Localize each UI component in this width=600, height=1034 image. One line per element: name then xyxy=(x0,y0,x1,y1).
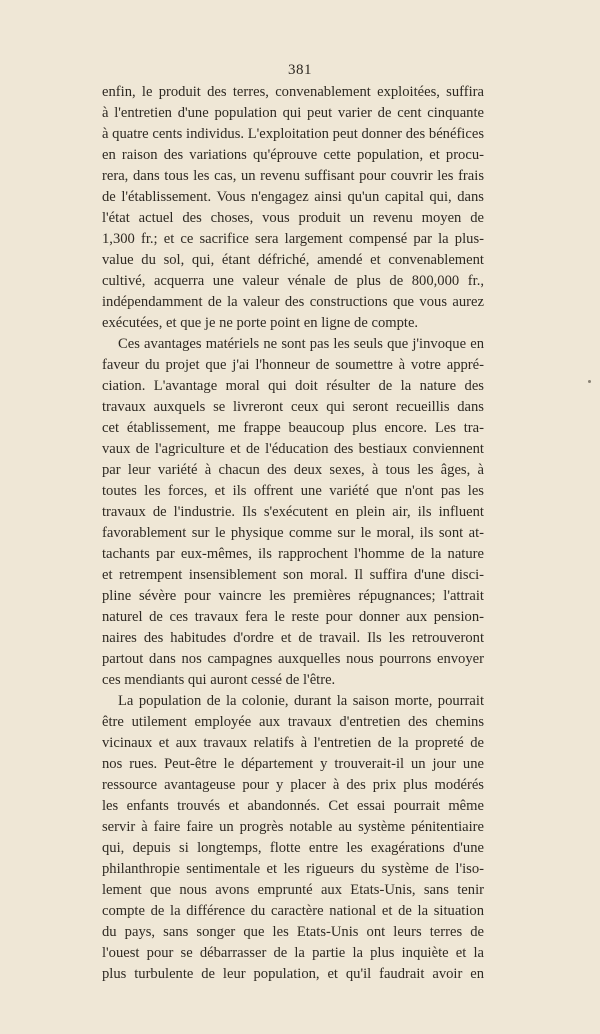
text-line: cultivé, acquerra une valeur vénale de plus de 800,000 fr., xyxy=(102,273,484,289)
text-line: ressource avantageuse pour y placer à des prix plus modérés xyxy=(102,777,484,793)
paragraph-2 xyxy=(102,334,484,691)
text-line: value du sol, qui, étant défriché, amendé et convenablement xyxy=(102,252,484,268)
text-line: indépendamment de la valeur des constructions que vous aurez xyxy=(102,294,484,310)
text-line: naires des habitudes d'ordre et de travail. Ils les retrouveront xyxy=(102,630,484,646)
text-line: nos rues. Peut-être le département y trouverait-il un jour une xyxy=(102,756,484,772)
text-line: de l'établissement. Vous n'engagez ainsi qu'un capital qui, dans xyxy=(102,189,484,205)
text-line: à quatre cents individus. L'exploitation peut donner des bénéfices xyxy=(102,126,484,142)
text-line: plus turbulente de leur population, et qu'il faudrait avoir en xyxy=(102,966,484,982)
text-line: ces mendiants qui auront cessé de l'être. xyxy=(102,672,336,688)
text-line: philanthropie sentimentale et les rigueurs du système de l'iso- xyxy=(102,861,484,877)
text-line: exécutées, et que je ne porte point en ligne de compte. xyxy=(102,315,419,331)
text-line: La population de la colonie, durant la saison morte, pourrait xyxy=(118,693,484,709)
text-line: et retrempent insensiblement son moral. Il suffira d'une disci- xyxy=(102,567,484,583)
text-line: en raison des variations qu'éprouve cette population, et procu- xyxy=(102,147,484,163)
text-line: cet établissement, me frappe beaucoup plus encore. Les tra- xyxy=(102,420,484,436)
text-line: faveur du projet que j'ai l'honneur de soumettre à votre appré- xyxy=(102,357,484,373)
paragraph-1 xyxy=(102,82,484,334)
text-line: vicinaux et aux travaux relatifs à l'entretien de la propreté de xyxy=(102,735,484,751)
text-line: 1,300 fr.; et ce sacrifice sera largement compensé par la plus- xyxy=(102,231,484,247)
text-line: Ces avantages matériels ne sont pas les seuls que j'invoque en xyxy=(118,336,484,352)
paper-speck xyxy=(588,380,591,383)
text-line: les enfants trouvés et abandonnés. Cet essai pourrait même xyxy=(102,798,484,814)
text-line: compte de la différence du caractère national et de la situation xyxy=(102,903,484,919)
text-line: qui, depuis si longtemps, flotte entre les exagérations d'une xyxy=(102,840,484,856)
text-line: rera, dans tous les cas, un revenu suffisant pour couvrir les frais xyxy=(102,168,484,184)
paragraph-3 xyxy=(102,691,484,985)
text-line: à l'entretien d'une population qui peut varier de cent cinquante xyxy=(102,105,484,121)
text-line: ciation. L'avantage moral qui doit résulter de la nature des xyxy=(102,378,484,394)
text-line: travaux de l'industrie. Ils s'exécutent en plein air, ils influent xyxy=(102,504,484,520)
text-line: être utilement employée aux travaux d'entretien des chemins xyxy=(102,714,484,730)
text-line: naturel de ces travaux fera le reste pour donner aux pension- xyxy=(102,609,484,625)
text-line: l'ouest pour se débarrasser de la partie la plus inquiète et la xyxy=(102,945,484,961)
text-line: travaux auxquels se livreront ceux qui seront recueillis dans xyxy=(102,399,484,415)
text-line: partout dans nos campagnes auxquelles nous pourrons envoyer xyxy=(102,651,484,667)
text-line: l'état actuel des choses, vous produit un revenu moyen de xyxy=(102,210,484,226)
body-text xyxy=(102,82,484,985)
text-line: enfin, le produit des terres, convenablement exploitées, suffira xyxy=(102,84,484,100)
text-line: favorablement sur le physique comme sur le moral, ils sont at- xyxy=(102,525,484,541)
page-number: 381 xyxy=(288,62,312,78)
text-line: tachants par eux-mêmes, ils rapprochent l'homme de la nature xyxy=(102,546,484,562)
text-line: par leur variété à chacun des deux sexes, à tous les âges, à xyxy=(102,462,484,478)
text-line: servir à faire faire un progrès notable au système pénitentiaire xyxy=(102,819,484,835)
text-line: toutes les forces, et ils offrent une variété que n'ont pas les xyxy=(102,483,484,499)
text-line: pline sévère pour vaincre les premières répugnances; l'attrait xyxy=(102,588,484,604)
text-line: lement que nous avons emprunté aux Etats-Unis, sans tenir xyxy=(102,882,484,898)
text-line: du pays, sans songer que les Etats-Unis ont leurs terres de xyxy=(102,924,484,940)
text-line: vaux de l'agriculture et de l'éducation des bestiaux conviennent xyxy=(102,441,484,457)
